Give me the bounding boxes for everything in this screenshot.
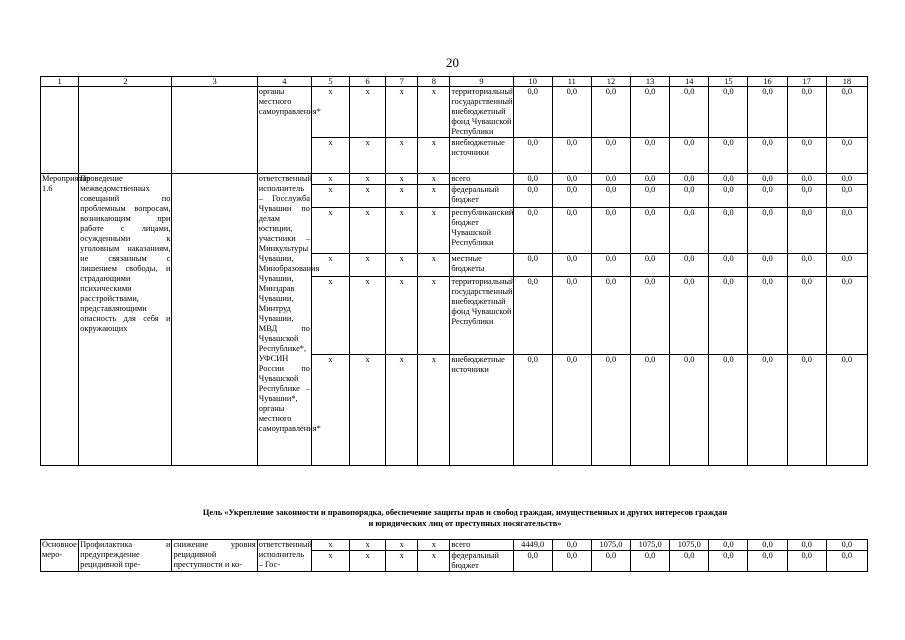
amount-cell: 0,0 (670, 87, 709, 138)
amount-cell: 0,0 (709, 277, 748, 355)
amount-cell: 0,0 (748, 355, 787, 466)
x-mark-cell: х (350, 174, 386, 185)
amount-cell: 0,0 (826, 540, 867, 551)
amount-cell: 0,0 (748, 174, 787, 185)
x-mark-cell: х (386, 277, 418, 355)
column-number-cell: 11 (552, 77, 591, 87)
amount-cell: 0,0 (709, 174, 748, 185)
budget-table-top (40, 76, 868, 466)
column-number-cell: 12 (591, 77, 630, 87)
funding-source-cell: всего (450, 540, 513, 551)
x-mark-cell: х (386, 138, 418, 174)
column-number-cell: 4 (257, 77, 311, 87)
amount-cell: 0,0 (513, 87, 552, 138)
funding-source-cell: местные бюджеты (450, 254, 513, 277)
x-mark-cell: х (386, 355, 418, 466)
x-mark-cell: х (350, 551, 386, 572)
amount-cell: 0,0 (513, 277, 552, 355)
responsible-executor-cell: ответственный исполнитель – Госслужба Чувашии по делам юстиции, участники – Минкультуры Чувашии, Минобразования Чувашии, Минздрав Чувашии, Минтруд Чувашии, МВД по Чувашской Республике*, УФСИН России по Чувашской Республике – Чувашии*, органы местного самоуправления* (257, 174, 311, 466)
column-number-cell: 18 (826, 77, 867, 87)
amount-cell: 0,0 (513, 551, 552, 572)
amount-cell: 0,0 (709, 254, 748, 277)
table-row (41, 540, 868, 551)
x-mark-cell: х (350, 87, 386, 138)
amount-cell: 0,0 (513, 174, 552, 185)
amount-cell: 1075,0 (670, 540, 709, 551)
amount-cell: 0,0 (631, 185, 670, 208)
x-mark-cell: х (350, 277, 386, 355)
amount-cell: 0,0 (631, 87, 670, 138)
table-row (41, 87, 868, 138)
amount-cell: 0,0 (826, 277, 867, 355)
amount-cell: 0,0 (513, 138, 552, 174)
x-mark-cell: х (418, 355, 450, 466)
budget-table-bottom (40, 539, 868, 572)
amount-cell: 0,0 (670, 254, 709, 277)
x-mark-cell: х (311, 208, 349, 254)
x-mark-cell: х (350, 185, 386, 208)
amount-cell: 0,0 (748, 540, 787, 551)
event-number-cell (41, 87, 79, 174)
funding-source-cell: территориальный государственный внебюджетный фонд Чувашской Республики (451, 87, 515, 136)
funding-source-cell: федеральный бюджет (450, 551, 513, 572)
amount-cell: 0,0 (787, 138, 826, 174)
column-number-cell: 10 (513, 77, 552, 87)
x-mark-cell: х (418, 185, 450, 208)
amount-cell: 0,0 (552, 540, 591, 551)
event-name-cell: Проведение межведомственных совещаний по проблемным вопросам, возникающим при работе с лицами, осужденными к уголовным наказаниям, не связанным с лишением свободы, и страдающими психическими расстройствами, представляющими опасность для себя и окружающих (79, 174, 172, 466)
x-mark-cell: х (386, 185, 418, 208)
amount-cell: 0,0 (591, 208, 630, 254)
event-name-cell: Профилактика и предупреждение рецидивной пре- (79, 540, 172, 572)
amount-cell: 0,0 (670, 138, 709, 174)
amount-cell: 0,0 (670, 174, 709, 185)
amount-cell: 0,0 (787, 551, 826, 572)
header-row (41, 77, 868, 87)
amount-cell: 0,0 (748, 551, 787, 572)
amount-cell: 0,0 (709, 540, 748, 551)
responsible-executor-cell: ответственный исполнитель – Гос- (257, 540, 311, 572)
column-number-cell: 5 (311, 77, 349, 87)
amount-cell: 0,0 (631, 174, 670, 185)
column-number-cell: 15 (709, 77, 748, 87)
amount-cell: 0,0 (591, 185, 630, 208)
x-mark-cell: х (386, 551, 418, 572)
amount-cell: 0,0 (591, 254, 630, 277)
amount-cell: 0,0 (552, 254, 591, 277)
amount-cell: 0,0 (787, 254, 826, 277)
x-mark-cell: х (418, 138, 450, 174)
x-mark-cell: х (386, 254, 418, 277)
amount-cell: 0,0 (787, 208, 826, 254)
amount-cell: 1075,0 (631, 540, 670, 551)
amount-cell: 0,0 (631, 277, 670, 355)
amount-cell: 0,0 (552, 208, 591, 254)
x-mark-cell: х (311, 355, 349, 466)
x-mark-cell: х (311, 277, 349, 355)
x-mark-cell: х (386, 540, 418, 551)
amount-cell: 0,0 (826, 174, 867, 185)
amount-cell: 0,0 (591, 138, 630, 174)
x-mark-cell: х (311, 254, 349, 277)
amount-cell: 0,0 (591, 87, 630, 138)
amount-cell: 0,0 (826, 551, 867, 572)
amount-cell: 0,0 (591, 355, 630, 466)
amount-cell: 0,0 (631, 551, 670, 572)
amount-cell: 0,0 (787, 355, 826, 466)
column-number-cell: 16 (748, 77, 787, 87)
funding-source-cell: внебюджетные источники (450, 138, 513, 174)
goal-heading-line1: Цель «Укрепление законности и правопорядка, обеспечение защиты прав и свобод граждан, имущественных и других интересов граждан (202, 508, 728, 517)
funding-source-cell: федеральный бюджет (450, 185, 513, 208)
x-mark-cell: х (311, 551, 349, 572)
amount-cell: 0,0 (709, 185, 748, 208)
amount-cell: 0,0 (787, 185, 826, 208)
column-number-cell: 7 (386, 77, 418, 87)
amount-cell: 0,0 (709, 208, 748, 254)
goal-indicator-cell (172, 87, 257, 174)
amount-cell: 0,0 (552, 138, 591, 174)
x-mark-cell: х (350, 208, 386, 254)
x-mark-cell: х (350, 540, 386, 551)
amount-cell: 0,0 (513, 185, 552, 208)
amount-cell: 0,0 (787, 540, 826, 551)
amount-cell: 0,0 (826, 138, 867, 174)
amount-cell: 0,0 (826, 185, 867, 208)
amount-cell: 0,0 (591, 174, 630, 185)
column-number-cell: 9 (450, 77, 513, 87)
x-mark-cell: х (386, 174, 418, 185)
goal-heading (120, 507, 810, 529)
amount-cell: 0,0 (748, 277, 787, 355)
x-mark-cell: х (311, 185, 349, 208)
amount-cell: 0,0 (709, 355, 748, 466)
amount-cell: 0,0 (787, 277, 826, 355)
amount-cell: 0,0 (631, 254, 670, 277)
amount-cell: 0,0 (670, 355, 709, 466)
amount-cell: 0,0 (552, 277, 591, 355)
x-mark-cell: х (350, 254, 386, 277)
amount-cell: 0,0 (670, 551, 709, 572)
amount-cell: 0,0 (552, 355, 591, 466)
x-mark-cell: х (418, 208, 450, 254)
amount-cell: 0,0 (513, 355, 552, 466)
amount-cell: 0,0 (826, 254, 867, 277)
x-mark-cell: х (350, 138, 386, 174)
amount-cell: 0,0 (826, 208, 867, 254)
x-mark-cell: х (418, 174, 450, 185)
amount-cell: 0,0 (709, 551, 748, 572)
amount-cell: 4449,0 (513, 540, 552, 551)
amount-cell: 0,0 (631, 208, 670, 254)
amount-cell: 0,0 (552, 551, 591, 572)
x-mark-cell: х (418, 254, 450, 277)
amount-cell: 0,0 (748, 138, 787, 174)
amount-cell: 0,0 (552, 185, 591, 208)
funding-source-cell: всего (450, 174, 513, 185)
goal-indicator-cell: снижение уровня рецидивной преступности и ко- (172, 540, 257, 572)
event-name-cell (79, 87, 172, 174)
column-number-cell: 3 (172, 77, 257, 87)
funding-source-cell: внебюджетные источники (450, 355, 513, 466)
column-number-cell: 13 (631, 77, 670, 87)
column-number-cell: 8 (418, 77, 450, 87)
amount-cell: 0,0 (670, 185, 709, 208)
column-number-cell: 2 (79, 77, 172, 87)
amount-cell: 0,0 (591, 551, 630, 572)
amount-cell: 0,0 (748, 208, 787, 254)
x-mark-cell: х (418, 540, 450, 551)
goal-indicator-cell (172, 174, 257, 466)
x-mark-cell: х (311, 138, 349, 174)
amount-cell: 0,0 (709, 138, 748, 174)
event-number-cell: Мероприятие 1.6 (41, 174, 79, 466)
amount-cell: 1075,0 (591, 540, 630, 551)
amount-cell: 0,0 (552, 174, 591, 185)
funding-source-cell: территориальный государственный внебюджетный фонд Чувашской Республики (450, 277, 513, 355)
column-number-cell: 17 (787, 77, 826, 87)
amount-cell: 0,0 (513, 254, 552, 277)
responsible-executor-cell: органы местного самоуправления* (257, 87, 311, 174)
x-mark-cell: х (350, 355, 386, 466)
table-row (41, 174, 868, 185)
amount-cell: 0,0 (591, 277, 630, 355)
x-mark-cell: х (418, 277, 450, 355)
funding-source-cell: республиканский бюджет Чувашской Республики (450, 208, 513, 254)
page-number: 20 (446, 55, 459, 70)
amount-cell: 0,0 (748, 185, 787, 208)
amount-cell: 0,0 (631, 355, 670, 466)
x-mark-cell: х (311, 87, 349, 138)
amount-cell: 0,0 (748, 87, 787, 138)
amount-cell: 0,0 (552, 87, 591, 138)
amount-cell: 0,0 (670, 208, 709, 254)
x-mark-cell: х (311, 174, 349, 185)
goal-heading-line2: и юридических лиц от преступных посягательств» (368, 519, 562, 528)
x-mark-cell: х (418, 551, 450, 572)
amount-cell: 0,0 (709, 87, 748, 138)
amount-cell: 0,0 (631, 138, 670, 174)
x-mark-cell: х (418, 87, 450, 138)
event-number-cell: Основное меро- (41, 540, 79, 572)
column-number-cell: 6 (350, 77, 386, 87)
x-mark-cell: х (386, 208, 418, 254)
column-number-cell: 14 (670, 77, 709, 87)
x-mark-cell: х (311, 540, 349, 551)
amount-cell: 0,0 (826, 355, 867, 466)
amount-cell: 0,0 (513, 208, 552, 254)
column-number-cell: 1 (41, 77, 79, 87)
x-mark-cell: х (386, 87, 418, 138)
amount-cell: 0,0 (748, 254, 787, 277)
amount-cell: 0,0 (787, 87, 826, 138)
amount-cell: 0,0 (787, 174, 826, 185)
amount-cell: 0,0 (670, 277, 709, 355)
amount-cell: 0,0 (826, 87, 867, 138)
